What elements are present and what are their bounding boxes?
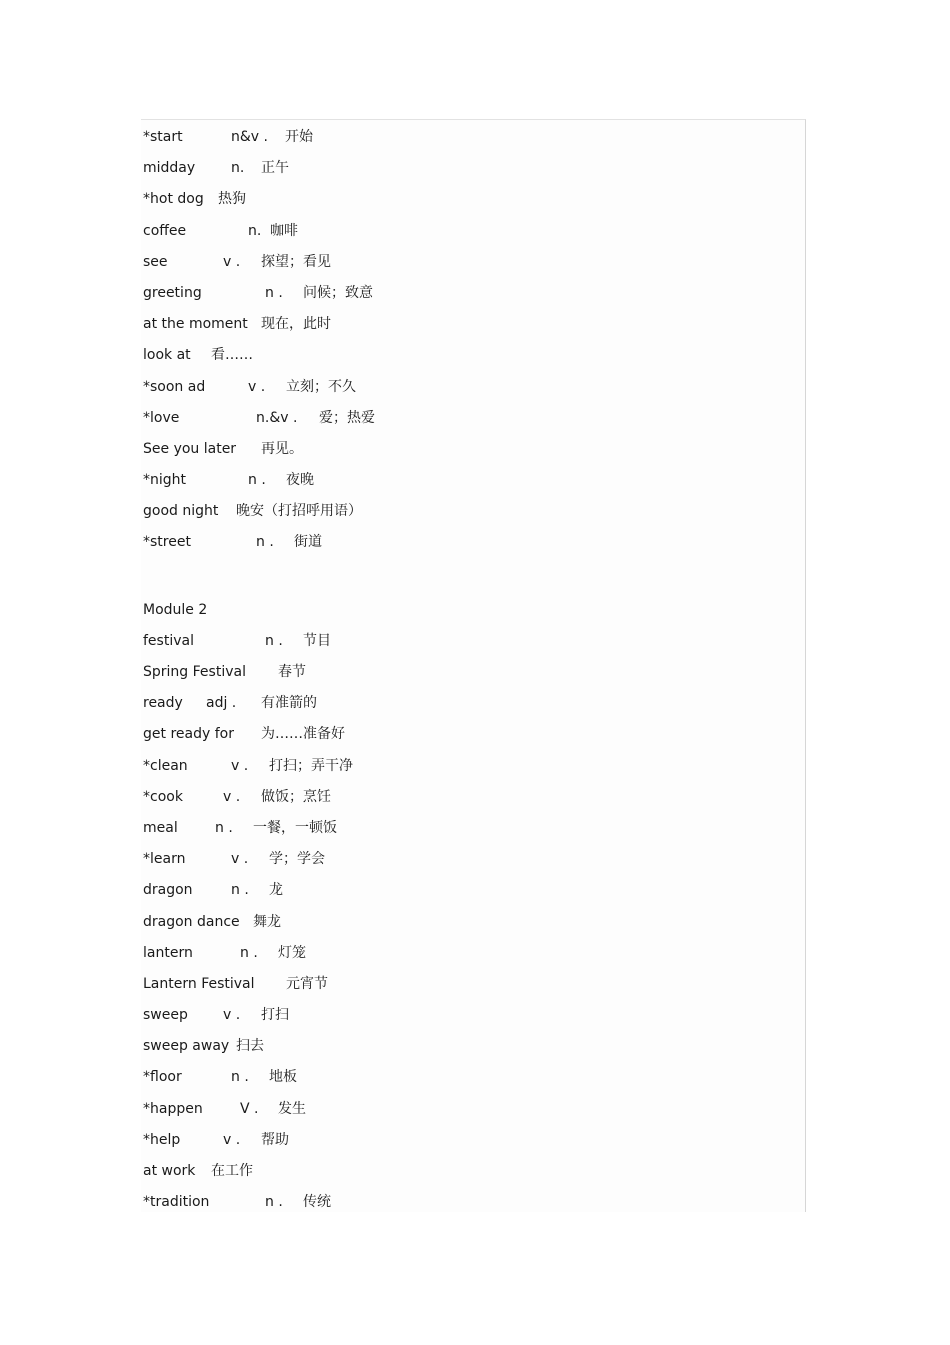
vocab-meaning: 看……	[211, 347, 253, 364]
vocab-meaning: 开始	[285, 129, 313, 145]
vocab-word: *help	[143, 1131, 181, 1148]
vocab-meaning: 舞龙	[253, 913, 281, 930]
vocab-meaning: 地板	[269, 1069, 297, 1086]
vocab-word: get ready for	[143, 726, 234, 743]
vocab-meaning: 春节	[278, 664, 306, 680]
vocab-word: *start	[143, 129, 183, 145]
vocab-meaning: 再见。	[261, 440, 303, 457]
vocab-meaning: 正午	[261, 160, 289, 177]
vocab-word: *night	[143, 472, 187, 489]
vocab-word: ready	[143, 695, 183, 712]
vocab-word: dragon	[143, 882, 193, 899]
vocab-meaning: 灯笼	[278, 944, 306, 961]
vocab-part-of-speech: n&v .	[231, 129, 268, 145]
vocab-meaning: 探望；看见	[261, 253, 331, 270]
vocab-word: festival	[143, 632, 194, 649]
vocab-meaning: 立刻；不久	[286, 378, 356, 395]
vocab-part-of-speech: n.&v .	[256, 409, 298, 426]
vocab-part-of-speech: v .	[223, 253, 241, 270]
vocab-meaning: 打扫；弄干净	[269, 757, 353, 774]
vocab-part-of-speech: n.	[248, 222, 262, 239]
vocab-meaning: 学；学会	[269, 851, 325, 868]
vocab-meaning: 问候；致意	[303, 284, 373, 301]
vocab-meaning: 发生	[278, 1100, 306, 1117]
vocab-word: *happen	[143, 1100, 203, 1117]
vocab-part-of-speech: v .	[231, 851, 249, 868]
vocab-part-of-speech: n .	[240, 944, 258, 961]
vocab-meaning: 扫去	[236, 1038, 264, 1055]
document-page	[141, 119, 806, 1212]
vocab-word: at the moment	[143, 316, 248, 333]
vocab-part-of-speech: v .	[223, 1131, 241, 1148]
vocab-word: *clean	[143, 757, 188, 774]
vocab-word: *floor	[143, 1069, 182, 1086]
vocab-part-of-speech: V .	[240, 1100, 259, 1117]
vocab-word: greeting	[143, 284, 202, 301]
vocab-word: *learn	[143, 851, 186, 868]
vocab-meaning: 做饭；烹饪	[261, 788, 331, 805]
vocab-part-of-speech: v .	[248, 378, 266, 395]
vocab-meaning: 传统	[303, 1194, 331, 1211]
vocab-meaning: 街道	[294, 534, 322, 551]
vocab-meaning: 咖啡	[270, 222, 298, 239]
vocab-word: midday	[143, 160, 196, 177]
vocab-meaning: 热狗	[218, 191, 246, 208]
vocab-meaning: 在工作	[211, 1163, 253, 1179]
vocab-part-of-speech: n .	[265, 284, 283, 301]
vocab-part-of-speech: v .	[223, 1007, 241, 1024]
vocab-part-of-speech: n .	[256, 534, 274, 551]
vocab-meaning: 帮助	[261, 1131, 289, 1148]
vocab-word: *tradition	[143, 1194, 210, 1211]
vocab-word: look at	[143, 347, 191, 364]
vocab-meaning: 夜晚	[286, 472, 314, 489]
vocab-meaning: 有准箭的	[261, 695, 317, 712]
vocab-word: lantern	[143, 944, 193, 961]
vocab-part-of-speech: n.	[231, 160, 245, 177]
vocab-word: *soon ad	[143, 378, 206, 395]
vocab-word: *cook	[143, 788, 183, 805]
vocab-part-of-speech: n .	[231, 1069, 249, 1086]
vocab-part-of-speech: v .	[231, 757, 249, 774]
vocab-part-of-speech: n .	[215, 819, 233, 836]
vocab-word: sweep	[143, 1007, 188, 1024]
vocab-meaning: 爱；热爱	[319, 409, 375, 426]
vocab-meaning: 为……准备好	[261, 726, 345, 743]
vocab-meaning: 一餐，一顿饭	[253, 819, 337, 836]
vocab-part-of-speech: n .	[265, 632, 283, 649]
vocab-word: Lantern Festival	[143, 975, 255, 992]
vocab-meaning: 晚安（打招呼用语）	[236, 503, 362, 520]
vocab-word: *love	[143, 409, 180, 426]
vocab-meaning: 节目	[303, 632, 331, 649]
vocab-part-of-speech: n .	[265, 1194, 283, 1211]
vocab-meaning: 打扫	[261, 1007, 289, 1024]
vocab-part-of-speech: v .	[223, 788, 241, 805]
vocab-meaning: 现在，此时	[261, 316, 331, 333]
vocab-meaning: 龙	[269, 882, 283, 899]
vocab-word: good night	[143, 503, 219, 520]
vocab-word: *hot dog	[143, 191, 204, 208]
vocab-part-of-speech: adj .	[206, 695, 237, 712]
vocab-word: *street	[143, 534, 191, 551]
module-heading-text: Module 2	[143, 601, 208, 618]
vocab-word: Spring Festival	[143, 664, 246, 680]
vocab-part-of-speech: n .	[231, 882, 249, 899]
vocab-meaning: 元宵节	[286, 975, 328, 992]
vocab-word: dragon dance	[143, 913, 240, 930]
vocab-word: meal	[143, 819, 178, 836]
vocab-word: See you later	[143, 440, 237, 457]
vocab-word: at work	[143, 1163, 196, 1179]
vocab-word: coffee	[143, 222, 187, 239]
vocab-part-of-speech: n .	[248, 472, 266, 489]
vocab-word: see	[143, 253, 168, 270]
vocab-word: sweep away	[143, 1038, 230, 1055]
